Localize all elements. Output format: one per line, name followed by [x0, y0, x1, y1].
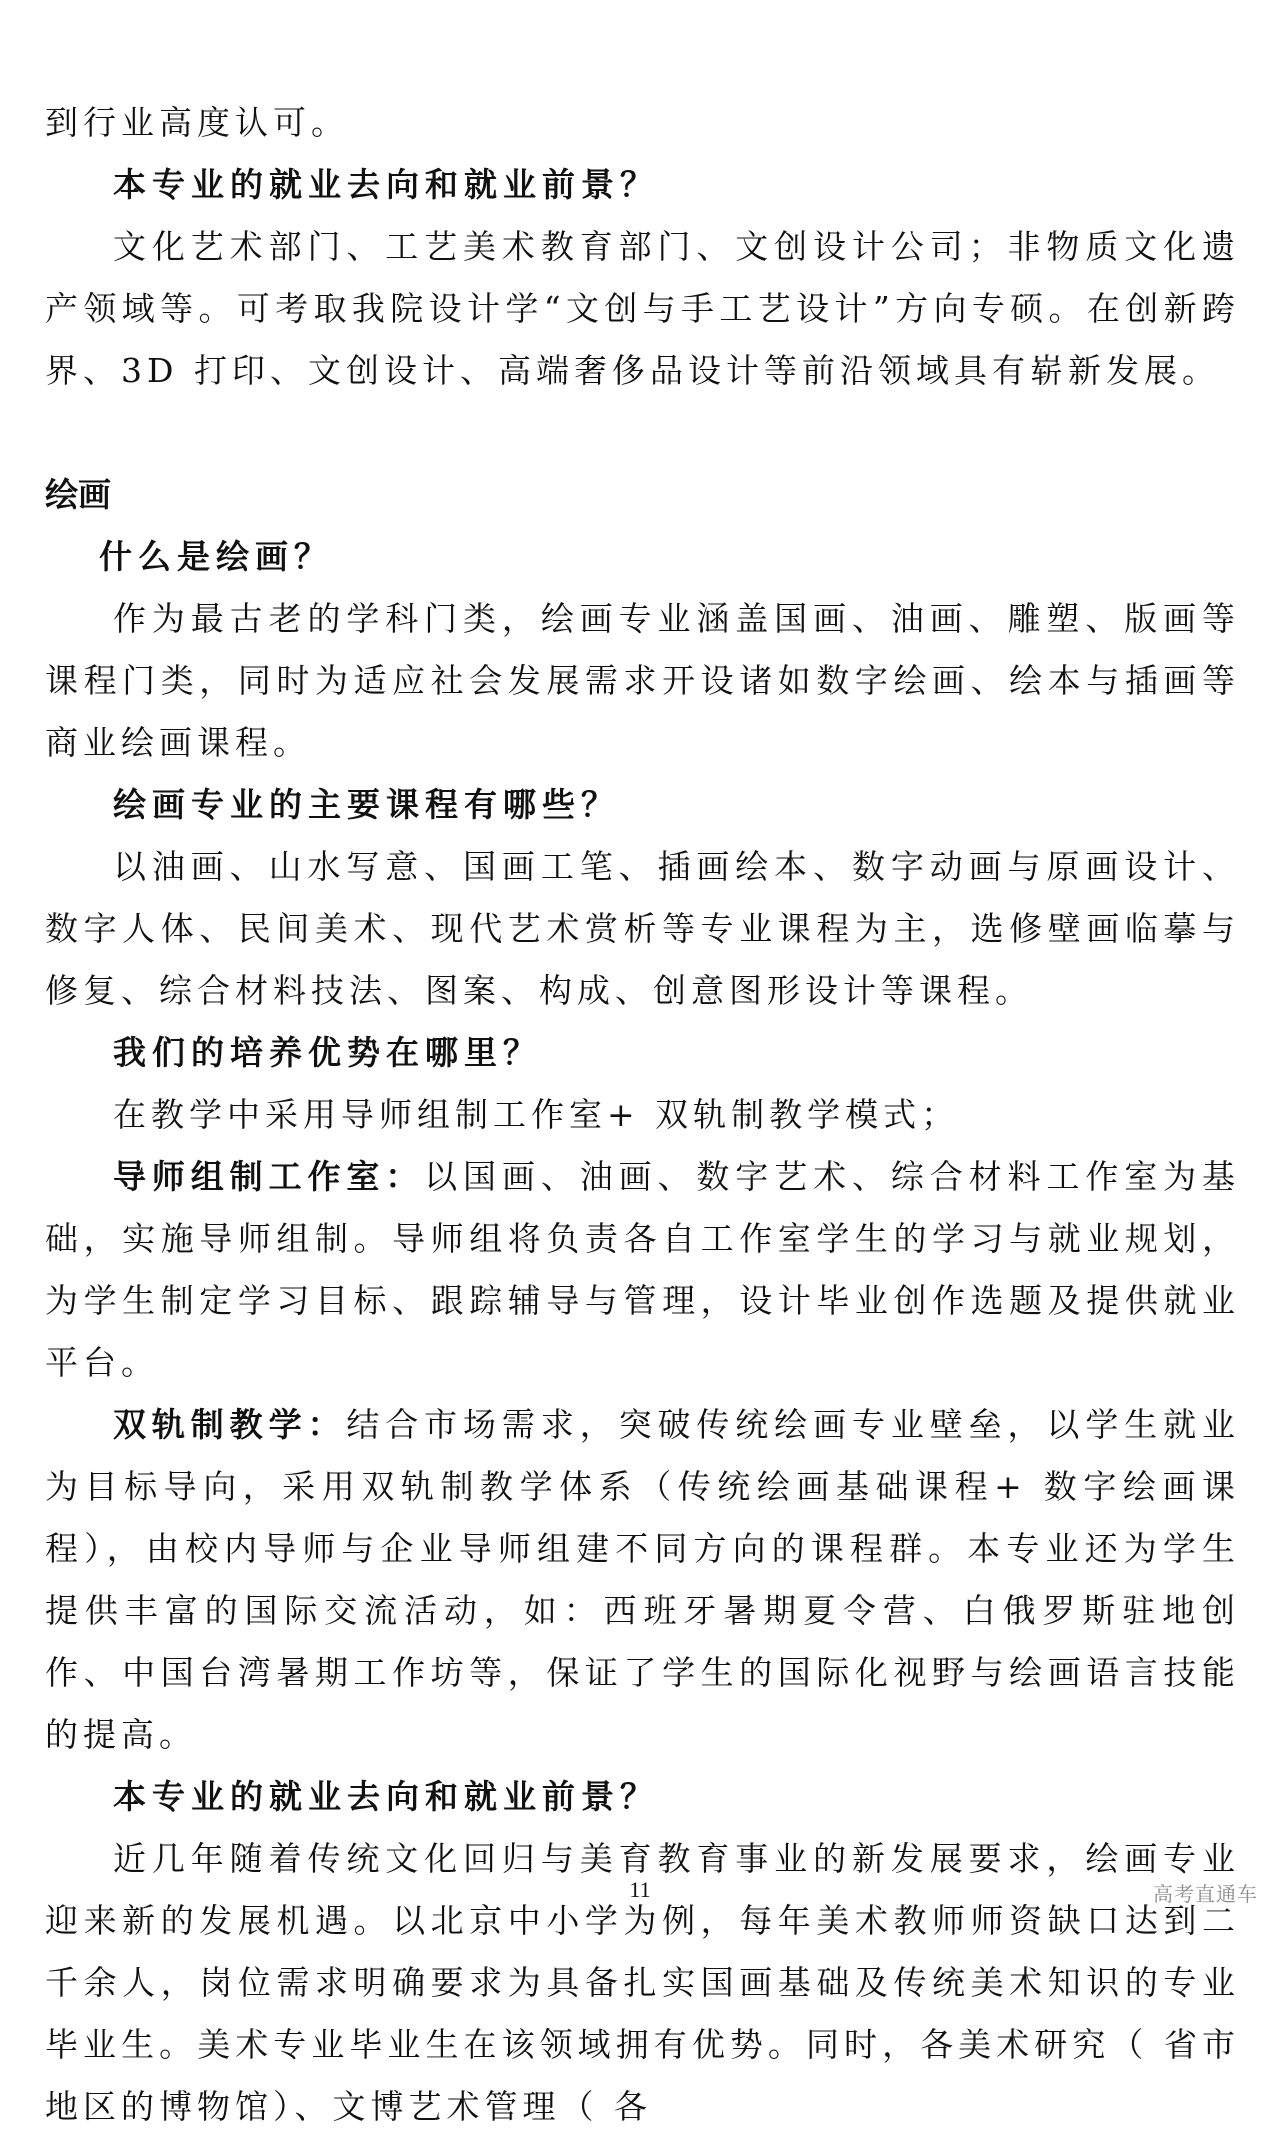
dual-track-lead: 双轨制教学：	[113, 1405, 347, 1444]
watermark-text: 高考直通车	[1153, 1882, 1258, 1906]
dual-track-text: 结合市场需求，突破传统绘画专业壁垒，以学生就业为目标导向，采用双轨制教学体系（传统绘画基础课程+ 数字绘画课程），由校内导师与企业导师组建不同方向的课程群。本专业还为学生提供丰富的国际交流活动，如：西班牙暑期夏令营、白俄罗斯驻地创作、中国台湾暑期工作坊等，保证了学生的国际化视野与绘画语言技能的提高。	[45, 1405, 1241, 1754]
employment-paragraph: 文化艺术部门、工艺美术教育部门、文创设计公司；非物质文化遗产领域等。可考取我院设计学“文创与手工艺设计”方向专硕。在创新跨界、3D 打印、文创设计、高端奢侈品设计等前沿领域具有崭新发展。	[45, 227, 1240, 390]
advantage-question-heading: 我们的培养优势在哪里？	[113, 1033, 542, 1072]
section-spacer	[45, 402, 1240, 464]
advantage-paragraph: 在教学中采用导师组制工作室+ 双轨制教学模式；	[113, 1095, 960, 1134]
employment-question-heading: 本专业的就业去向和就业前景？	[113, 165, 659, 204]
page-number: 11	[629, 1877, 651, 1902]
document-page	[45, 92, 1240, 2138]
what-is-painting-paragraph: 作为最古老的学科门类，绘画专业涵盖国画、油画、雕塑、版画等课程门类，同时为适应社会发展需求开设诸如数字绘画、绘本与插画等商业绘画课程。	[45, 599, 1240, 762]
courses-paragraph: 以油画、山水写意、国画工笔、插画绘本、数字动画与原画设计、数字人体、民间美术、现代艺术赏析等专业课程为主，选修壁画临摹与修复、综合材料技法、图案、构成、创意图形设计等课程。	[45, 847, 1240, 1010]
courses-question-heading: 绘画专业的主要课程有哪些？	[113, 785, 620, 824]
employment-question-heading-2: 本专业的就业去向和就业前景？	[113, 1777, 659, 1816]
intro-tail-text: 到行业高度认可。	[45, 103, 349, 142]
section-title: 绘画	[45, 475, 111, 514]
dual-track-paragraph	[45, 1394, 1240, 1766]
employment-paragraph-2: 近几年随着传统文化回归与美育教育事业的新发展要求，绘画专业迎来新的发展机遇。以北京中小学为例，每年美术教师师资缺口达到二千余人，岗位需求明确要求为具备扎实国画基础及传统美术知识的专业毕业生。美术专业毕业生在该领域拥有优势。同时，各美术研究（ 省市地区的博物馆）、文博艺术管理（ 各	[45, 1839, 1240, 2126]
what-is-painting-heading: 什么是绘画？	[99, 537, 333, 576]
studio-text: 以国画、油画、数字艺术、综合材料工作室为基础，实施导师组制。导师组将负责各自工作室学生的学习与就业规划，为学生制定学习目标、跟踪辅导与管理，设计毕业创作选题及提供就业平台。	[45, 1157, 1241, 1382]
studio-lead: 导师组制工作室：	[113, 1157, 425, 1196]
studio-paragraph	[45, 1146, 1240, 1394]
